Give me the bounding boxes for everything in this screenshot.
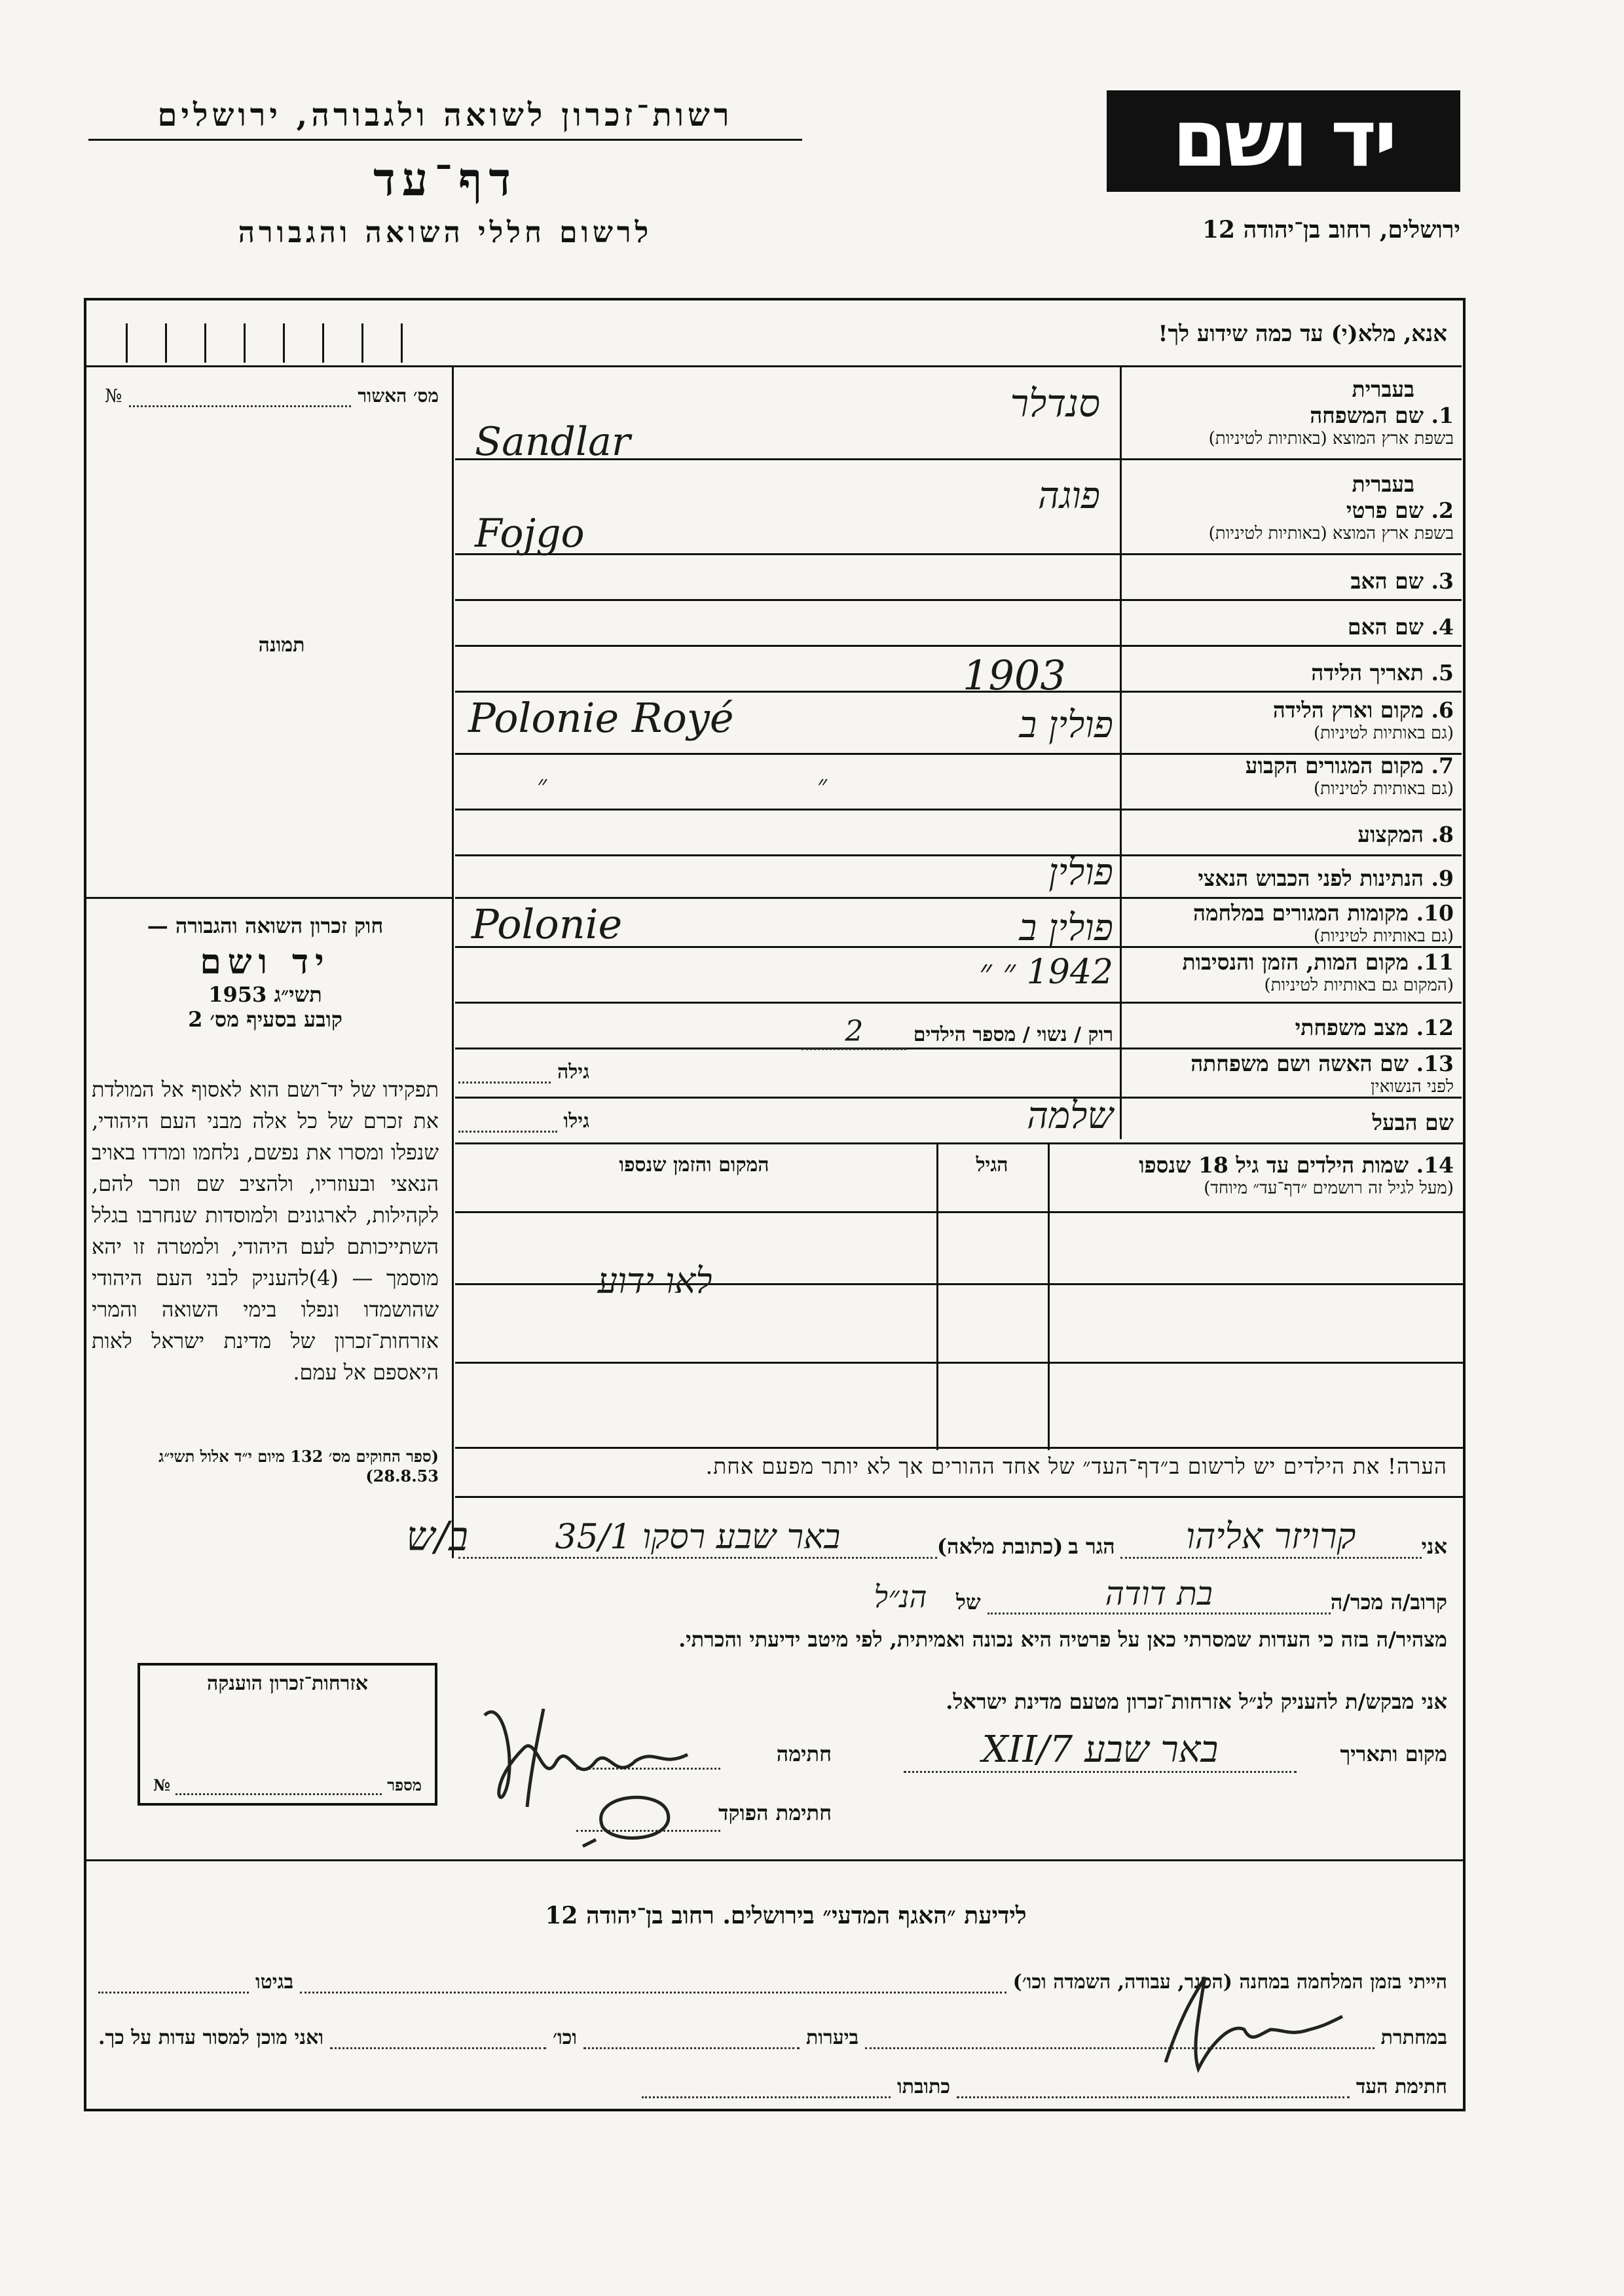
law-year-he: תשי״ג (274, 982, 322, 1007)
field-11-label: 11. מקום המות, הזמן והנסיבות (המקום גם באותיות לטיניות) (1182, 949, 1454, 995)
field-1-title: שם המשפחה (1310, 403, 1424, 428)
field-3-label: 3. שם האב (1350, 568, 1454, 594)
etc-label: וכו׳ (553, 2026, 578, 2049)
tick-row-bottom (86, 365, 1462, 367)
address: ירושלים, רחוב בן־יהודה 12 (1202, 216, 1460, 244)
field-2-value-he: פוגה (1038, 475, 1100, 517)
declarant-name: קרויזר אליהו (1120, 1516, 1422, 1559)
field-11-value: 1942 ״ ״ (979, 953, 1113, 992)
child-row-2-place: לאו ידוע (597, 1260, 712, 1302)
tick-row (86, 301, 453, 366)
law-name: יד ושם (200, 942, 331, 982)
field-6-value-he: פולין ב (1019, 704, 1113, 746)
field-6-value-latin: Polonie Royé (468, 694, 734, 742)
field-2-note: בשפת ארץ המוצא (באותיות לטיניות) (1208, 524, 1454, 543)
declaration: מצהיר/ה בזה כי העדות שמסרתי כאן על פרטיה היא נכונה ואמיתית, לפי מיטב ידיעתי והכרתי. (678, 1627, 1447, 1652)
photo-label: תמונה (258, 634, 305, 657)
field-5-label: 5. תאריך הלידה (1311, 660, 1454, 685)
field-9-value: פולין (1048, 851, 1113, 894)
field-1-label: בעברית 1. שם המשפחה בשפת ארץ המוצא (באותיות לטיניות) (1126, 376, 1454, 448)
witness-line (642, 2075, 1447, 2098)
authority-name: רשות־זכרון לשואה ולגבורה, ירושלים (157, 97, 733, 134)
field-13-label: 13. שם האשה ושם משפחתה לפני הנשואין (1190, 1051, 1454, 1097)
relation-value: בת דודה (987, 1575, 1331, 1614)
signature-label: חתימה (776, 1741, 832, 1766)
header-underline (88, 139, 802, 141)
field-10-value-latin: Polonie (471, 900, 623, 948)
official-signature-label: חתימת הפוקד (718, 1800, 832, 1825)
i-label: אני (1421, 1534, 1447, 1559)
field-9-label: 9. הנתינות לפני הכבוש הנאצי (1198, 866, 1454, 891)
wife-age: גילה (458, 1061, 589, 1084)
field-14-header: 14. שמות הילדים עד גיל 18 שנספו (מעל לגיל זה רושמים ״דף־עד״ מיוחד) (1139, 1152, 1454, 1198)
declarant-address: באר שבע רסקו 35/1 (458, 1518, 937, 1559)
yad-vashem-logo: יד ושם (1107, 90, 1460, 192)
place-column-header: המקום והזמן שנספו (619, 1154, 769, 1176)
instruction: אנא, מלא(י) עד כמה שידוע לך! (1158, 321, 1447, 347)
ghetto-label: בגיטו (255, 1971, 294, 1994)
witness-signature (1153, 1964, 1349, 2082)
field-12-label: 12. מצב משפחתי (1295, 1015, 1454, 1040)
field-5-value: 1903 (963, 651, 1066, 699)
underground-label: במחתרת (1380, 2026, 1447, 2049)
field-1-value-he: סנדלר (1010, 381, 1100, 426)
field-10-value-he: פולין ב (1019, 907, 1113, 949)
declarant-line (458, 1516, 1447, 1559)
left-column-border (452, 367, 454, 1558)
field-6-label: 6. מקום וארץ הלידה (גם באותיות לטיניות) (1272, 697, 1454, 743)
citizenship-title: אזרחות־זכרון הוענקה (206, 1672, 369, 1695)
photo-bottom (86, 897, 453, 899)
field-1-lang: בעברית (1352, 376, 1414, 402)
field-2-lang: בעברית (1352, 471, 1414, 497)
approval-number (105, 385, 439, 407)
remark: הערה! את הילדים יש לרשום ב״דף־העד״ של אחד ההורים אך לא יותר מפעם אחת. (705, 1453, 1447, 1479)
place-date-value: באר שבע 7/XII (904, 1728, 1297, 1773)
field-2-label: בעברית 2. שם פרטי בשפת ארץ המוצא (באותיות לטיניות) (1126, 471, 1454, 543)
camp-text: הייתי בזמן המלחמה במחנה (הסגר, עבודה, השמדה וכו׳) (1012, 1971, 1447, 1994)
field-10-label: 10. מקומות המגורים במלחמה (גם באותיות לטיניות) (1192, 900, 1454, 946)
law-year: 1953 (208, 982, 267, 1007)
children-count: 2 (802, 1015, 906, 1050)
relative-label: קרוב/ה מכר/ה (1330, 1590, 1447, 1614)
husband-label: שם הבעל (1372, 1110, 1454, 1135)
of-value: הנ״ל (874, 1579, 927, 1614)
field-1-note: בשפת ארץ המוצא (באותיות לטיניות) (1208, 429, 1454, 448)
form-subtitle: לרשום חללי השואה והגבורה (238, 216, 653, 249)
place-date-label: מקום ותאריך (1340, 1741, 1447, 1766)
margin-note: ב/ש (406, 1512, 468, 1560)
form-title: דף־עד (373, 152, 517, 206)
forests-label: ביערות (806, 2026, 859, 2049)
age-column-header: הגיל (976, 1154, 1008, 1176)
lives-label: הגר ב (1068, 1534, 1115, 1559)
citizenship-number-label: מספר (387, 1776, 422, 1795)
law-section: קובע בסעיף מס׳ 2 (188, 1007, 342, 1032)
law-sidebar (92, 913, 439, 1032)
field-1-value-latin: Sandlar (475, 419, 631, 465)
relation-line (851, 1575, 1447, 1614)
ready-to-testify: ואני מוכן למסור עדות על כך. (98, 2026, 324, 2049)
witness-signature-label: חתימת העד (1356, 2075, 1447, 2098)
field-7-value: ״ ״ (537, 770, 959, 800)
law-source: (ספר החוקים מס׳ 132 מיום י״ד אלול תשי״ג 28.8.53) (158, 1447, 439, 1485)
law-title: חוק זכרון השואה והגבורה — (147, 913, 384, 938)
address-note: (כתובת מלאה) (936, 1534, 1063, 1559)
field-4-label: 4. שם האם (1347, 614, 1454, 640)
of-label: של (956, 1590, 981, 1614)
law-body: תפקידו של יד־ושם הוא לאסוף אל המולדת את זכרם של כל אלה מבני העם היהודי, שנפלו ומסרו את נפשם, נלחמו ומרדו באויב הנאצי ובעוזריו, ולהציב שם וזכר להם, לקהילות, לארגונים ולמוסדות שנחרבו בגלל השתייכותם לעם היהודי, ולמטרה זו יהא מוסמך — (4)להעניק לבני העם היהודי שהושמדו ונפלו בימי השואה והמרי אזרחות־זכרון של מדינת ישראל לאות היאספם אל עמם. (92, 1077, 439, 1385)
official-signature (576, 1781, 720, 1853)
request: אני מבקש/ת להעניק לנ״ל אזרחות־זכרון מטעם מדינת ישראל. (946, 1689, 1447, 1714)
field-2-title: שם פרטי (1346, 498, 1424, 523)
bottom-title: לידיעת ״האגף המדעי״ בירושלים. רחוב בן־יהודה 12 (545, 1902, 1027, 1929)
approval-no-sign: № (105, 385, 122, 407)
field-8-label: 8. המקצוע (1357, 822, 1454, 847)
husband-value: שלמה (1027, 1095, 1113, 1137)
field-2-value-latin: Fojgo (475, 511, 585, 556)
husband-age: גילו (458, 1110, 589, 1133)
approval-label: מס׳ האשור (358, 385, 439, 407)
citizenship-box (138, 1663, 437, 1806)
citizenship-no-sign: № (153, 1776, 171, 1795)
field-7-label: 7. מקום המגורים הקבוע (גם באותיות לטיניות) (1245, 753, 1454, 799)
field-12-status: רוק / נשוי / מספר הילדים 2 (458, 1015, 1113, 1050)
witness-address-label: כתובתו (897, 2075, 951, 2098)
